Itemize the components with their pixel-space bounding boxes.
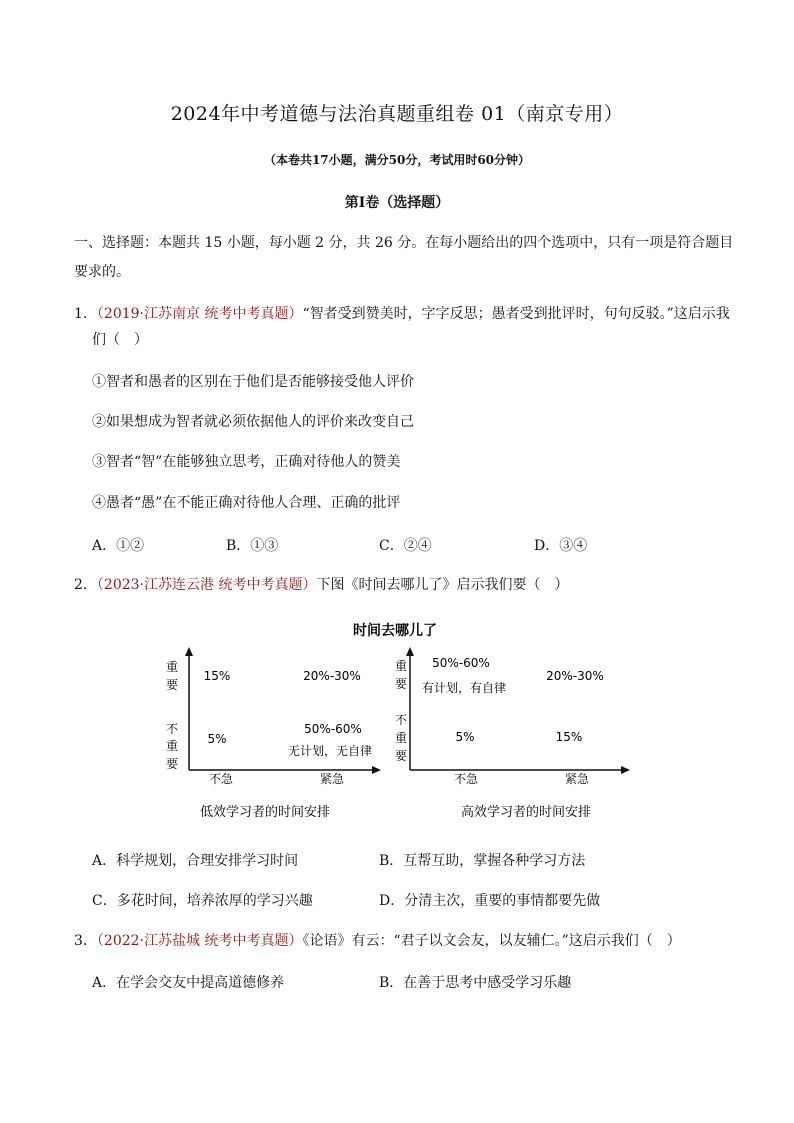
question-text: 下图《时间去哪儿了》启示我们要（ ） <box>316 577 569 593</box>
right-y-label-unimportant-3: 要 <box>394 749 408 763</box>
q1-option-b[interactable]: B．①③ <box>226 538 279 554</box>
right-y-label-important-2: 要 <box>394 677 408 691</box>
right-x-arrow <box>621 766 630 774</box>
page-title: 2024年中考道德与法治真题重组卷 01（南京专用） <box>170 103 624 125</box>
right-note: 有计划，有自律 <box>421 681 507 695</box>
right-y-label-important-1: 重 <box>394 659 408 673</box>
exam-info: （本卷共17小题，满分50分，考试用时60分钟） <box>263 153 531 167</box>
q2-option-a[interactable]: A．科学规划，合理安排学习时间 <box>92 853 299 869</box>
right-cell-important-urgent: 20%-30% <box>546 669 604 683</box>
q3-option-b[interactable]: B．在善于思考中感受学习乐趣 <box>379 975 572 991</box>
section-heading: 第Ⅰ卷（选择题） <box>344 195 450 211</box>
right-x-label-not-urgent: 不急 <box>453 772 479 786</box>
right-x-label-urgent: 紧急 <box>564 772 590 786</box>
question-number: 1． <box>74 306 97 322</box>
left-y-label-unimportant-1: 不 <box>165 722 179 736</box>
q2-option-b[interactable]: B．互帮互助，掌握各种学习方法 <box>379 853 586 869</box>
right-cell-important-not-urgent: 50%-60% <box>432 656 490 670</box>
left-y-label-unimportant-3: 要 <box>165 757 179 771</box>
question-number: 2． <box>74 577 97 593</box>
left-y-label-unimportant-2: 重 <box>165 739 179 753</box>
left-y-label-important-1: 重 <box>165 660 179 674</box>
time-chart <box>150 615 640 825</box>
question-1-stem-cont: 们（ ） <box>92 332 148 348</box>
left-x-label-not-urgent: 不急 <box>208 772 234 786</box>
q1-option-c[interactable]: C．②④ <box>379 538 432 554</box>
right-y-label-unimportant-2: 重 <box>394 731 408 745</box>
left-y-arrow <box>185 647 193 656</box>
q1-item-2: ②如果想成为智者就必须依据他人的评价来改变自己 <box>92 414 414 430</box>
q1-item-1: ①智者和愚者的区别在于他们是否能够接受他人评价 <box>92 374 414 390</box>
left-y-label-important-2: 要 <box>165 678 179 692</box>
right-cell-unimportant-urgent: 15% <box>555 730 583 744</box>
question-source: （2019·江苏南京 统考中考真题） <box>96 306 303 322</box>
instructions-line-2: 要求的。 <box>74 264 130 280</box>
question-source: （2023·江苏连云港 统考中考真题） <box>96 577 317 593</box>
question-2-stem <box>74 575 568 595</box>
right-y-label-unimportant-1: 不 <box>394 713 408 727</box>
q1-item-3: ③智者“智”在能够独立思考，正确对待他人的赞美 <box>92 454 401 470</box>
q2-option-c[interactable]: C．多花时间，培养浓厚的学习兴趣 <box>92 893 313 909</box>
q1-item-4: ④愚者“愚”在不能正确对待他人合理、正确的批评 <box>92 495 401 511</box>
q3-option-a[interactable]: A．在学会交友中提高道德修养 <box>92 975 285 991</box>
right-y-arrow <box>406 647 414 656</box>
left-cell-unimportant-not-urgent: 5% <box>207 732 227 746</box>
right-caption: 高效学习者的时间安排 <box>460 805 592 820</box>
q2-option-d[interactable]: D．分清主次，重要的事情都要先做 <box>379 893 601 909</box>
left-note: 无计划，无自律 <box>287 744 373 758</box>
question-text: “智者受到赞美时，字字反思；愚者受到批评时，句句反驳。”这启示我 <box>302 306 730 322</box>
question-source: （2022·江苏盐城 统考中考真题） <box>96 933 303 949</box>
q1-option-a[interactable]: A．①② <box>92 538 145 554</box>
time-chart-svg <box>150 615 640 825</box>
left-caption: 低效学习者的时间安排 <box>199 805 331 820</box>
question-text: 《论语》有云：“君子以文会友，以友辅仁。”这启示我们（ ） <box>302 933 681 949</box>
left-x-arrow <box>372 766 381 774</box>
question-1-stem <box>74 304 730 324</box>
left-cell-important-urgent: 20%-30% <box>303 669 361 683</box>
instructions-line-1: 一、选择题：本题共 15 小题，每小题 2 分，共 26 分。在每小题给出的四个选项中，只有一项是符合题目 <box>74 235 734 251</box>
question-number: 3． <box>74 933 97 949</box>
question-3-stem <box>74 931 681 951</box>
chart-title: 时间去哪儿了 <box>353 623 437 639</box>
q1-option-d[interactable]: D．③④ <box>534 538 588 554</box>
right-cell-unimportant-not-urgent: 5% <box>455 730 475 744</box>
left-cell-important-not-urgent: 15% <box>203 669 231 683</box>
left-x-label-urgent: 紧急 <box>319 772 345 786</box>
left-cell-unimportant-urgent: 50%-60% <box>304 722 362 736</box>
